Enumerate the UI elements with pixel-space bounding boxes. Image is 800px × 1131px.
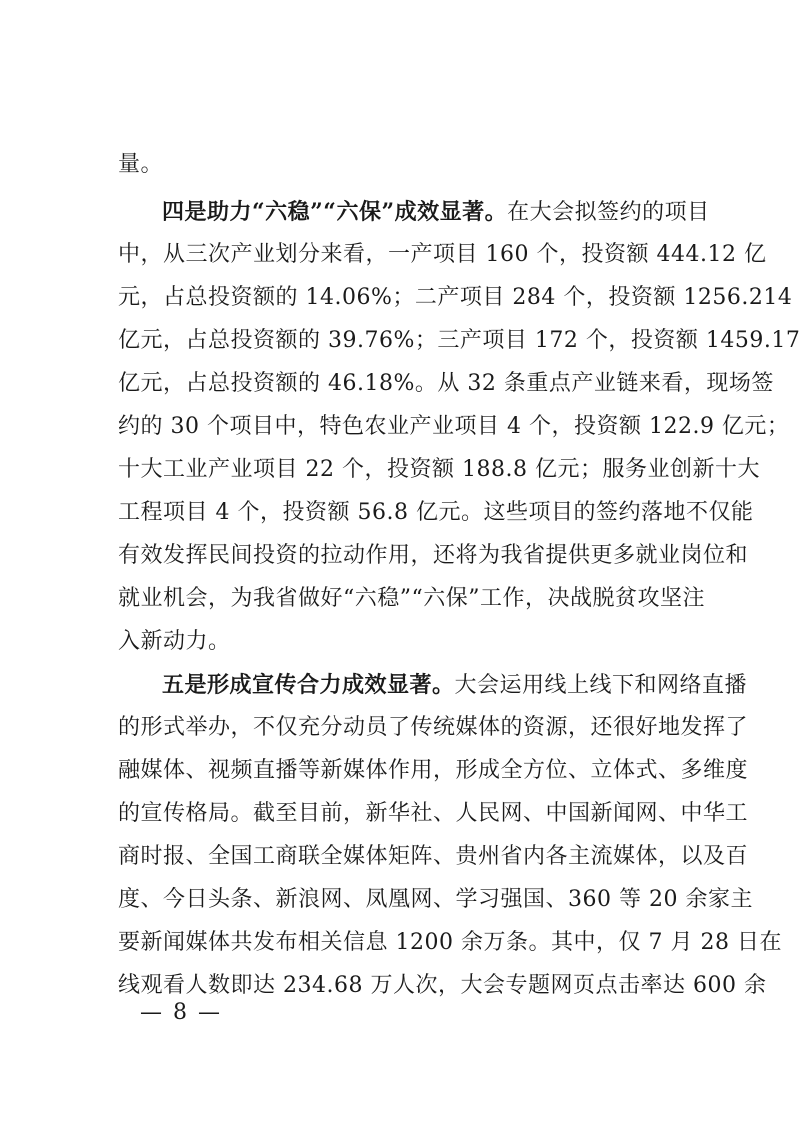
text-line: 商时报、全国工商联全媒体矩阵、贵州省内各主流媒体，以及百: [118, 844, 749, 869]
text-line: 亿元，占总投资额的 39.76%；三产项目 172 个，投资额 1459.17: [118, 328, 800, 353]
text-line: 就业机会，为我省做好“六稳”“六保”工作，决战脱贫攻坚注: [118, 586, 705, 611]
paragraph-start-line: [162, 197, 710, 228]
paragraph-start-line: [162, 670, 748, 701]
text-line: 的宣传格局。截至目前，新华社、人民网、中国新闻网、中华工: [118, 801, 749, 826]
text-line: 入新动力。: [118, 629, 231, 654]
text-line: 工程项目 4 个，投资额 56.8 亿元。这些项目的签约落地不仅能: [118, 500, 754, 525]
text-line: 的形式举办，不仅充分动员了传统媒体的资源，还很好地发挥了: [118, 715, 749, 740]
text-line: 十大工业产业项目 22 个，投资额 188.8 亿元；服务业创新十大: [118, 457, 760, 482]
text-line: 有效发挥民间投资的拉动作用，还将为我省提供更多就业岗位和: [118, 543, 749, 568]
text-segment: 大会运用线上线下和网络直播: [454, 673, 748, 698]
text-line: 亿元，占总投资额的 46.18%。从 32 条重点产业链来看，现场签: [118, 371, 774, 396]
text-line: 中，从三次产业划分来看，一产项目 160 个，投资额 444.12 亿: [118, 242, 767, 267]
text-line: 约的 30 个项目中，特色农业产业项目 4 个，投资额 122.9 亿元；: [118, 414, 790, 439]
text-line: 融媒体、视频直播等新媒体作用，形成全方位、立体式、多维度: [118, 758, 749, 783]
paragraph-heading: 四是助力“六稳”“六保”成效显著。: [162, 199, 508, 225]
text-line: 要新闻媒体共发布相关信息 1200 余万条。其中，仅 7 月 28 日在: [118, 930, 782, 955]
text-line: 线观看人数即达 234.68 万人次，大会专题网页点击率达 600 余: [118, 973, 767, 998]
paragraph-heading: 五是形成宣传合力成效显著。: [162, 672, 455, 698]
text-line: 度、今日头条、新浪网、凤凰网、学习强国、360 等 20 余家主: [118, 887, 753, 912]
page-number: — 8 —: [140, 1000, 222, 1025]
text-line: 元，占总投资额的 14.06%；二产项目 284 个，投资额 1256.214: [118, 285, 793, 310]
text-line: 量。: [118, 152, 164, 177]
text-segment: 在大会拟签约的项目: [507, 200, 710, 225]
